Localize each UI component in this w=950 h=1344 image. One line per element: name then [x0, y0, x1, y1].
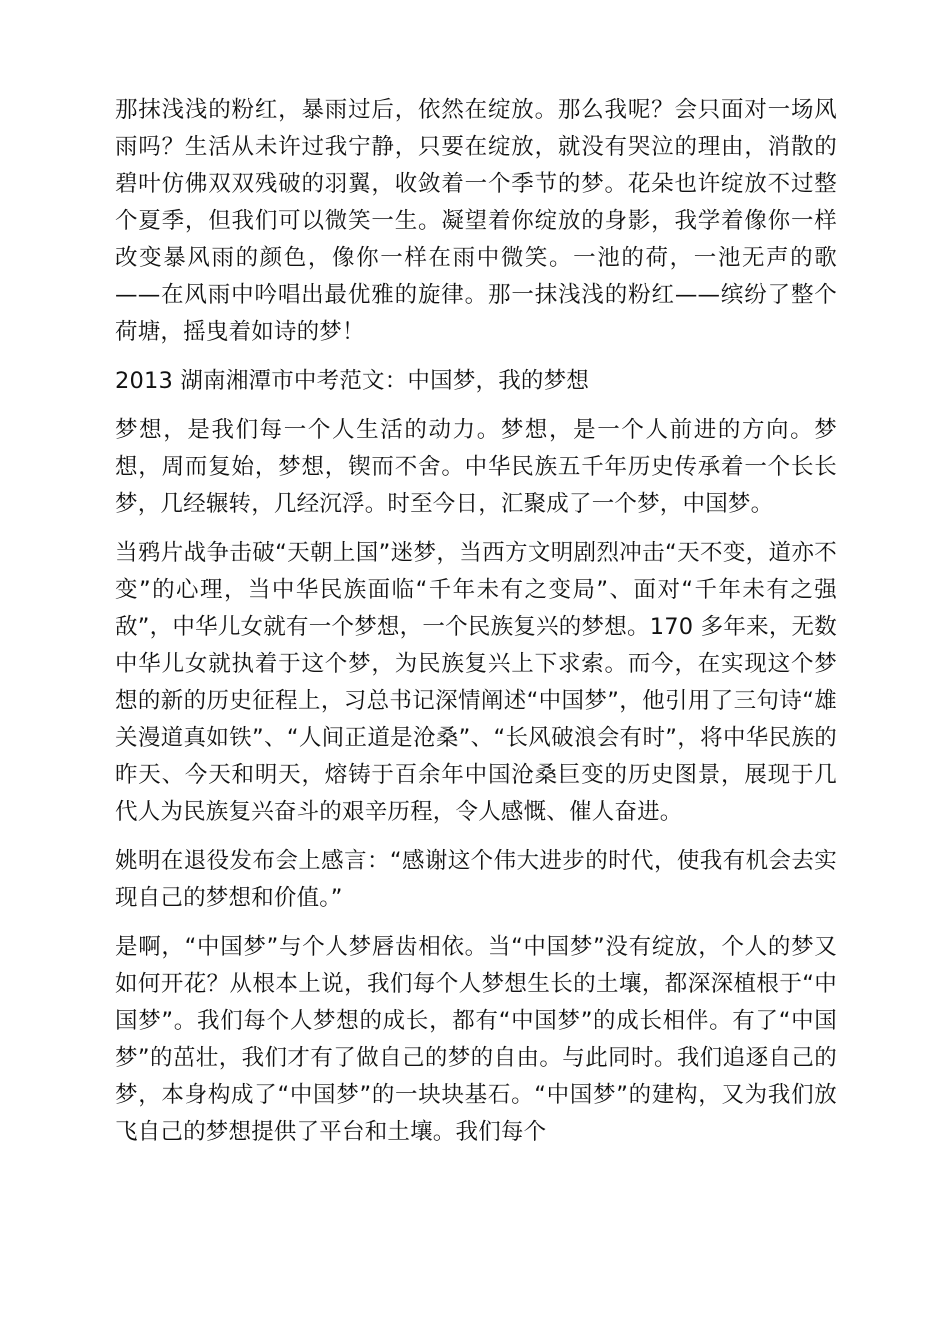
paragraph-yao-ming: 姚明在退役发布会上感言：“感谢这个伟大进步的时代，使我有机会去实现自己的梦想和价值。” [115, 848, 837, 911]
paragraph-lotus: 那抹浅浅的粉红，暴雨过后，依然在绽放。那么我呢？会只面对一场风雨吗？生活从未许过我宁静，只要在绽放，就没有哭泣的理由，消散的碧叶仿佛双双残破的羽翼，收敛着一个季节的梦。花朵也许绽放不过整个夏季，但我们可以微笑一生。凝望着你绽放的身影，我学着像你一样改变暴风雨的颜色，像你一样在雨中微笑。一池的荷，一池无声的歌——在风雨中吟唱出最优雅的旋律。那一抹浅浅的粉红——缤纷了整个荷塘，摇曳着如诗的梦！ [115, 97, 837, 345]
paragraph-history: 当鸦片战争击破“天朝上国”迷梦，当西方文明剧烈冲击“天不变，道亦不变”的心理，当中华民族面临“千年未有之变局”、面对“千年未有之强敌”，中华儿女就有一个梦想，一个民族复兴的梦想。170 多年来，无数中华儿女就执着于这个梦，为民族复兴上下求索。而今，在实现这个梦想的新的历史征程上，习总书记深情阐述“中国梦”，他引用了三句诗“雄关漫道真如铁”、“人间正道是沧桑”、“长风破浪会有时”，将中华民族的昨天、今天和明天，熔铸于百余年中国沧桑巨变的历史图景，展现于几代人为民族复兴奋斗的艰辛历程，令人感慨、催人奋进。 [115, 540, 837, 825]
paragraph-dream-intro: 梦想，是我们每一个人生活的动力。梦想，是一个人前进的方向。梦想，周而复始，梦想，锲而不舍。中华民族五千年历史传承着一个长长梦，几经辗转，几经沉浮。时至今日，汇聚成了一个梦，中国梦。 [115, 417, 837, 517]
document-page [115, 92, 837, 1163]
paragraph-china-dream: 是啊，“中国梦”与个人梦唇齿相依。当“中国梦”没有绽放，个人的梦又如何开花？从根本上说，我们每个人梦想生长的土壤，都深深植根于“中国梦”。我们每个人梦想的成长，都有“中国梦”的成长相伴。有了“中国梦”的茁壮，我们才有了做自己的梦的自由。与此同时。我们追逐自己的梦，本身构成了“中国梦”的一块块基石。“中国梦”的建构，又为我们放飞自己的梦想提供了平台和土壤。我们每个 [115, 934, 837, 1145]
essay-title: 2013 湖南湘潭市中考范文：中国梦，我的梦想 [115, 368, 590, 394]
